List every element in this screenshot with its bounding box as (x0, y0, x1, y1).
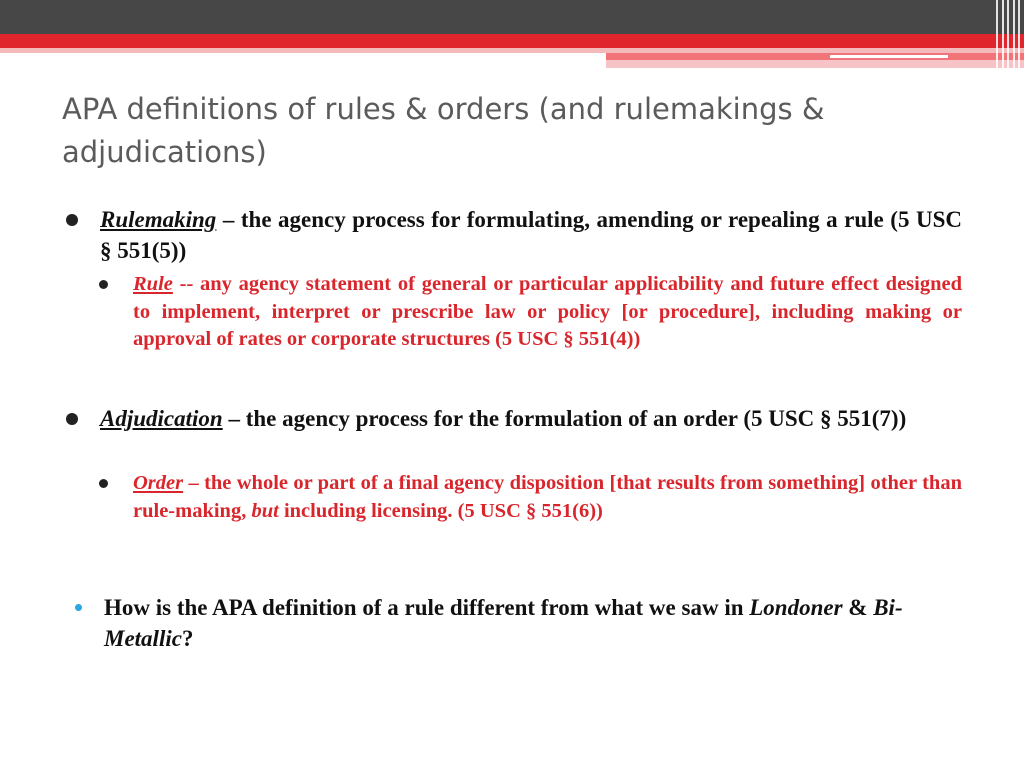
bullet-dot-icon (66, 413, 78, 425)
definition-order-part2: including licensing. (5 USC § 551(6)) (278, 499, 603, 522)
slide-title: APA definitions of rules & orders (and rulemakings & adjudications) (62, 92, 825, 169)
term-rulemaking: Rulemaking (100, 207, 217, 232)
term-rule: Rule (133, 273, 173, 295)
definition-rule: -- any agency statement of general or particular applicability and future effect designed to implement, interpret or prescribe law or policy [or procedure], including making or approval of rates or corporate structures (5 USC § 551(4)) (133, 273, 962, 350)
header-red-band (0, 34, 1024, 48)
header-accent-pink (606, 60, 1024, 68)
header-stripes (994, 0, 1024, 68)
question-text-part2: ? (181, 626, 194, 651)
sub-bullet-rule (62, 271, 962, 354)
discussion-question (62, 592, 962, 654)
question-ampersand: & (842, 595, 874, 620)
definition-rulemaking: – the agency process for formulating, amending or repealing a rule (5 USC § 551(5)) (100, 207, 962, 263)
sub-bullet-dot-icon (99, 280, 108, 289)
term-adjudication: Adjudication (100, 406, 223, 431)
bullet-adjudication (62, 403, 962, 434)
bullet-rulemaking (62, 204, 962, 266)
term-order: Order (133, 472, 184, 494)
definition-adjudication: – the agency process for the formulation of an order (5 USC § 551(7)) (222, 406, 907, 431)
definition-order-part1: – the whole or part of a final agency disposition [that results from something] other than rule-making, (133, 472, 962, 522)
question-bullet-icon (75, 604, 82, 611)
header-dark-bar (0, 0, 1024, 34)
header-accent-red (606, 53, 1024, 60)
sub-bullet-dot-icon (99, 479, 108, 488)
header-accent-white (830, 55, 948, 58)
bullet-dot-icon (66, 214, 78, 226)
case-bi-metallic: Bi-Metallic (104, 595, 903, 651)
definition-order-emphasis: but (251, 499, 279, 522)
case-londoner: Londoner (749, 595, 843, 620)
question-text-part1: How is the APA definition of a rule different from what we saw in (104, 595, 750, 620)
sub-bullet-order (62, 470, 962, 525)
